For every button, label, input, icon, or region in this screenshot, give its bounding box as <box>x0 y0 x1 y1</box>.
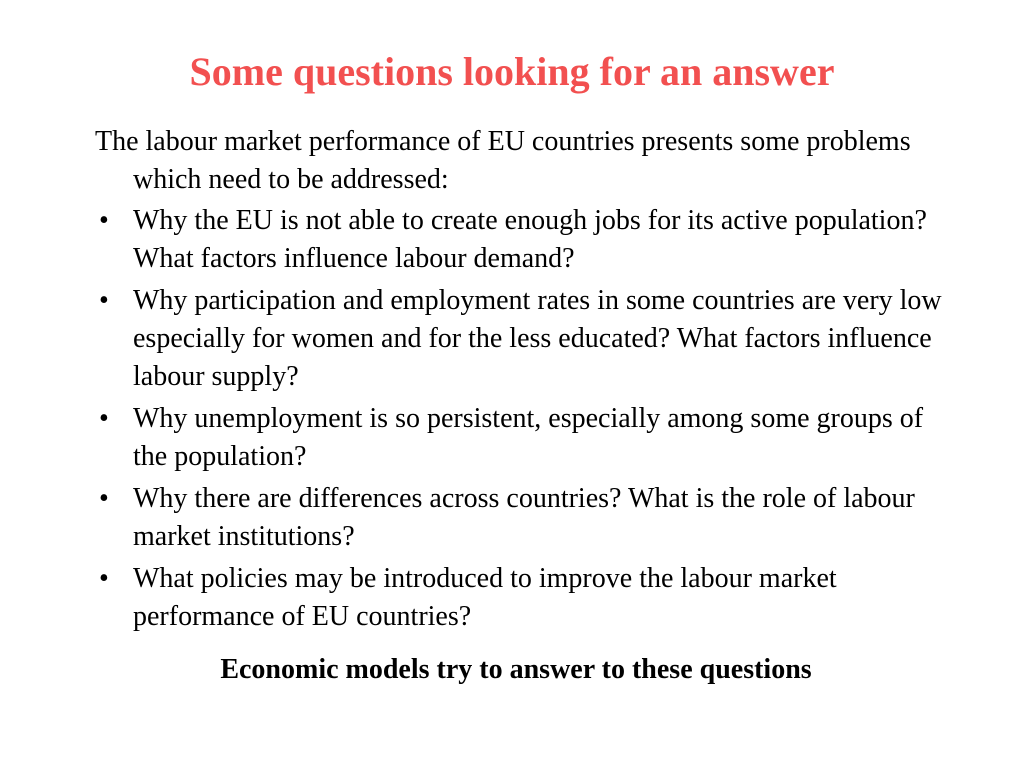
bullet-icon: • <box>99 563 109 594</box>
question-text: Why unemployment is so persistent, especially among some groups of the population? <box>133 403 924 472</box>
question-text: Why participation and employment rates in some countries are very low especially for women and for the less educated? What factors influence labour supply? <box>133 285 942 392</box>
question-text: Why there are differences across countries? What is the role of labour market institutions? <box>133 483 915 552</box>
slide-title: Some questions looking for an answer <box>189 49 835 94</box>
question-item <box>95 480 955 556</box>
bullet-icon: • <box>99 285 109 316</box>
question-item <box>95 560 955 636</box>
bullet-icon: • <box>99 403 109 434</box>
question-text: What policies may be introduced to improve the labour market performance of EU countries? <box>133 563 837 632</box>
intro-text: The labour market performance of EU countries presents some problems which need to be addressed: <box>95 126 911 195</box>
question-list <box>95 202 955 636</box>
bullet-icon: • <box>99 483 109 514</box>
slide-body <box>95 123 955 640</box>
question-item <box>95 400 955 476</box>
question-item <box>95 282 955 396</box>
question-item <box>95 202 955 278</box>
question-text: Why the EU is not able to create enough jobs for its active population? What factors influence labour demand? <box>133 205 927 274</box>
conclusion-text: Economic models try to answer to these questions <box>220 654 812 685</box>
bullet-icon: • <box>99 205 109 236</box>
